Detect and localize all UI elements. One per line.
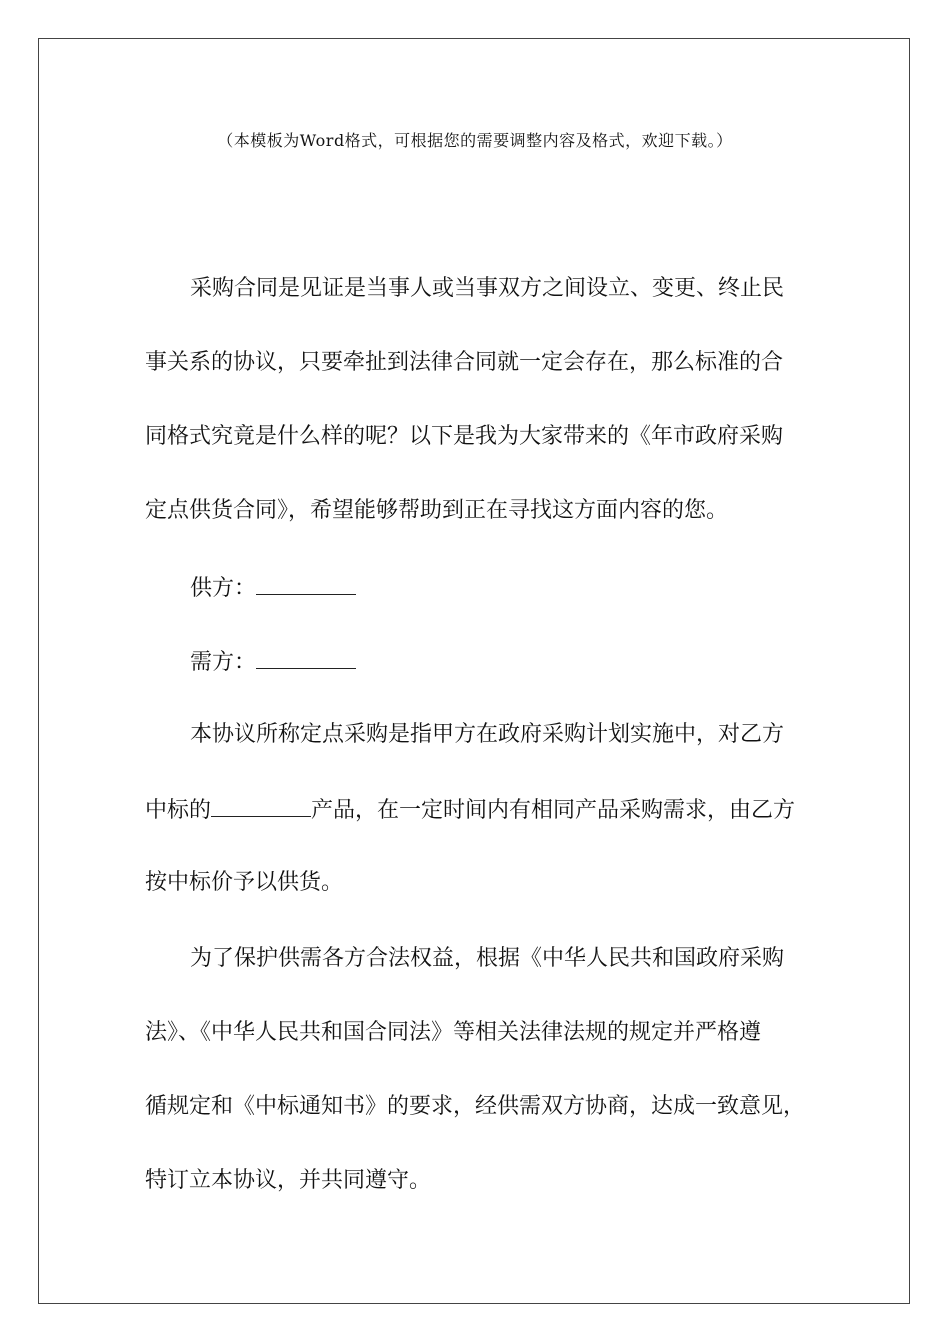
supplier-blank[interactable] — [256, 572, 356, 595]
paragraph-3-line-3: 循规定和《中标通知书》的要求，经供需双方协商，达成一致意见， — [145, 1094, 806, 1119]
paragraph-2-line-2-suffix: 产品，在一定时间内有相同产品采购需求，由乙方 — [311, 798, 796, 823]
template-notice: （本模板为Word格式，可根据您的需要调整内容及格式，欢迎下载。） — [217, 131, 733, 150]
supplier-label: 供方： — [190, 576, 257, 601]
paragraph-1-line-4: 定点供货合同》，希望能够帮助到正在寻找这方面内容的您。 — [145, 498, 729, 523]
demander-label: 需方： — [190, 650, 257, 675]
demander-line — [190, 646, 356, 678]
demander-blank[interactable] — [256, 646, 356, 669]
product-blank[interactable] — [211, 794, 311, 817]
paragraph-1-line-2: 事关系的协议，只要牵扯到法律合同就一定会存在，那么标准的合 — [145, 350, 784, 375]
paragraph-2-line-3: 按中标价予以供货。 — [145, 870, 344, 895]
paragraph-1-line-3: 同格式究竟是什么样的呢？以下是我为大家带来的《年市政府采购 — [145, 424, 784, 449]
paragraph-3-line-2: 法》、《中华人民共和国合同法》等相关法律法规的规定并严格遵 — [145, 1020, 762, 1045]
supplier-line — [190, 572, 356, 604]
paragraph-2-line-2-prefix: 中标的 — [145, 798, 212, 823]
paragraph-2-line-2 — [145, 794, 795, 826]
paragraph-1-line-1: 采购合同是见证是当事人或当事双方之间设立、变更、终止民 — [190, 276, 785, 301]
paragraph-3-line-4: 特订立本协议，并共同遵守。 — [145, 1168, 432, 1193]
paragraph-2-line-1: 本协议所称定点采购是指甲方在政府采购计划实施中，对乙方 — [190, 722, 785, 747]
paragraph-3-line-1: 为了保护供需各方合法权益，根据《中华人民共和国政府采购 — [190, 946, 785, 971]
